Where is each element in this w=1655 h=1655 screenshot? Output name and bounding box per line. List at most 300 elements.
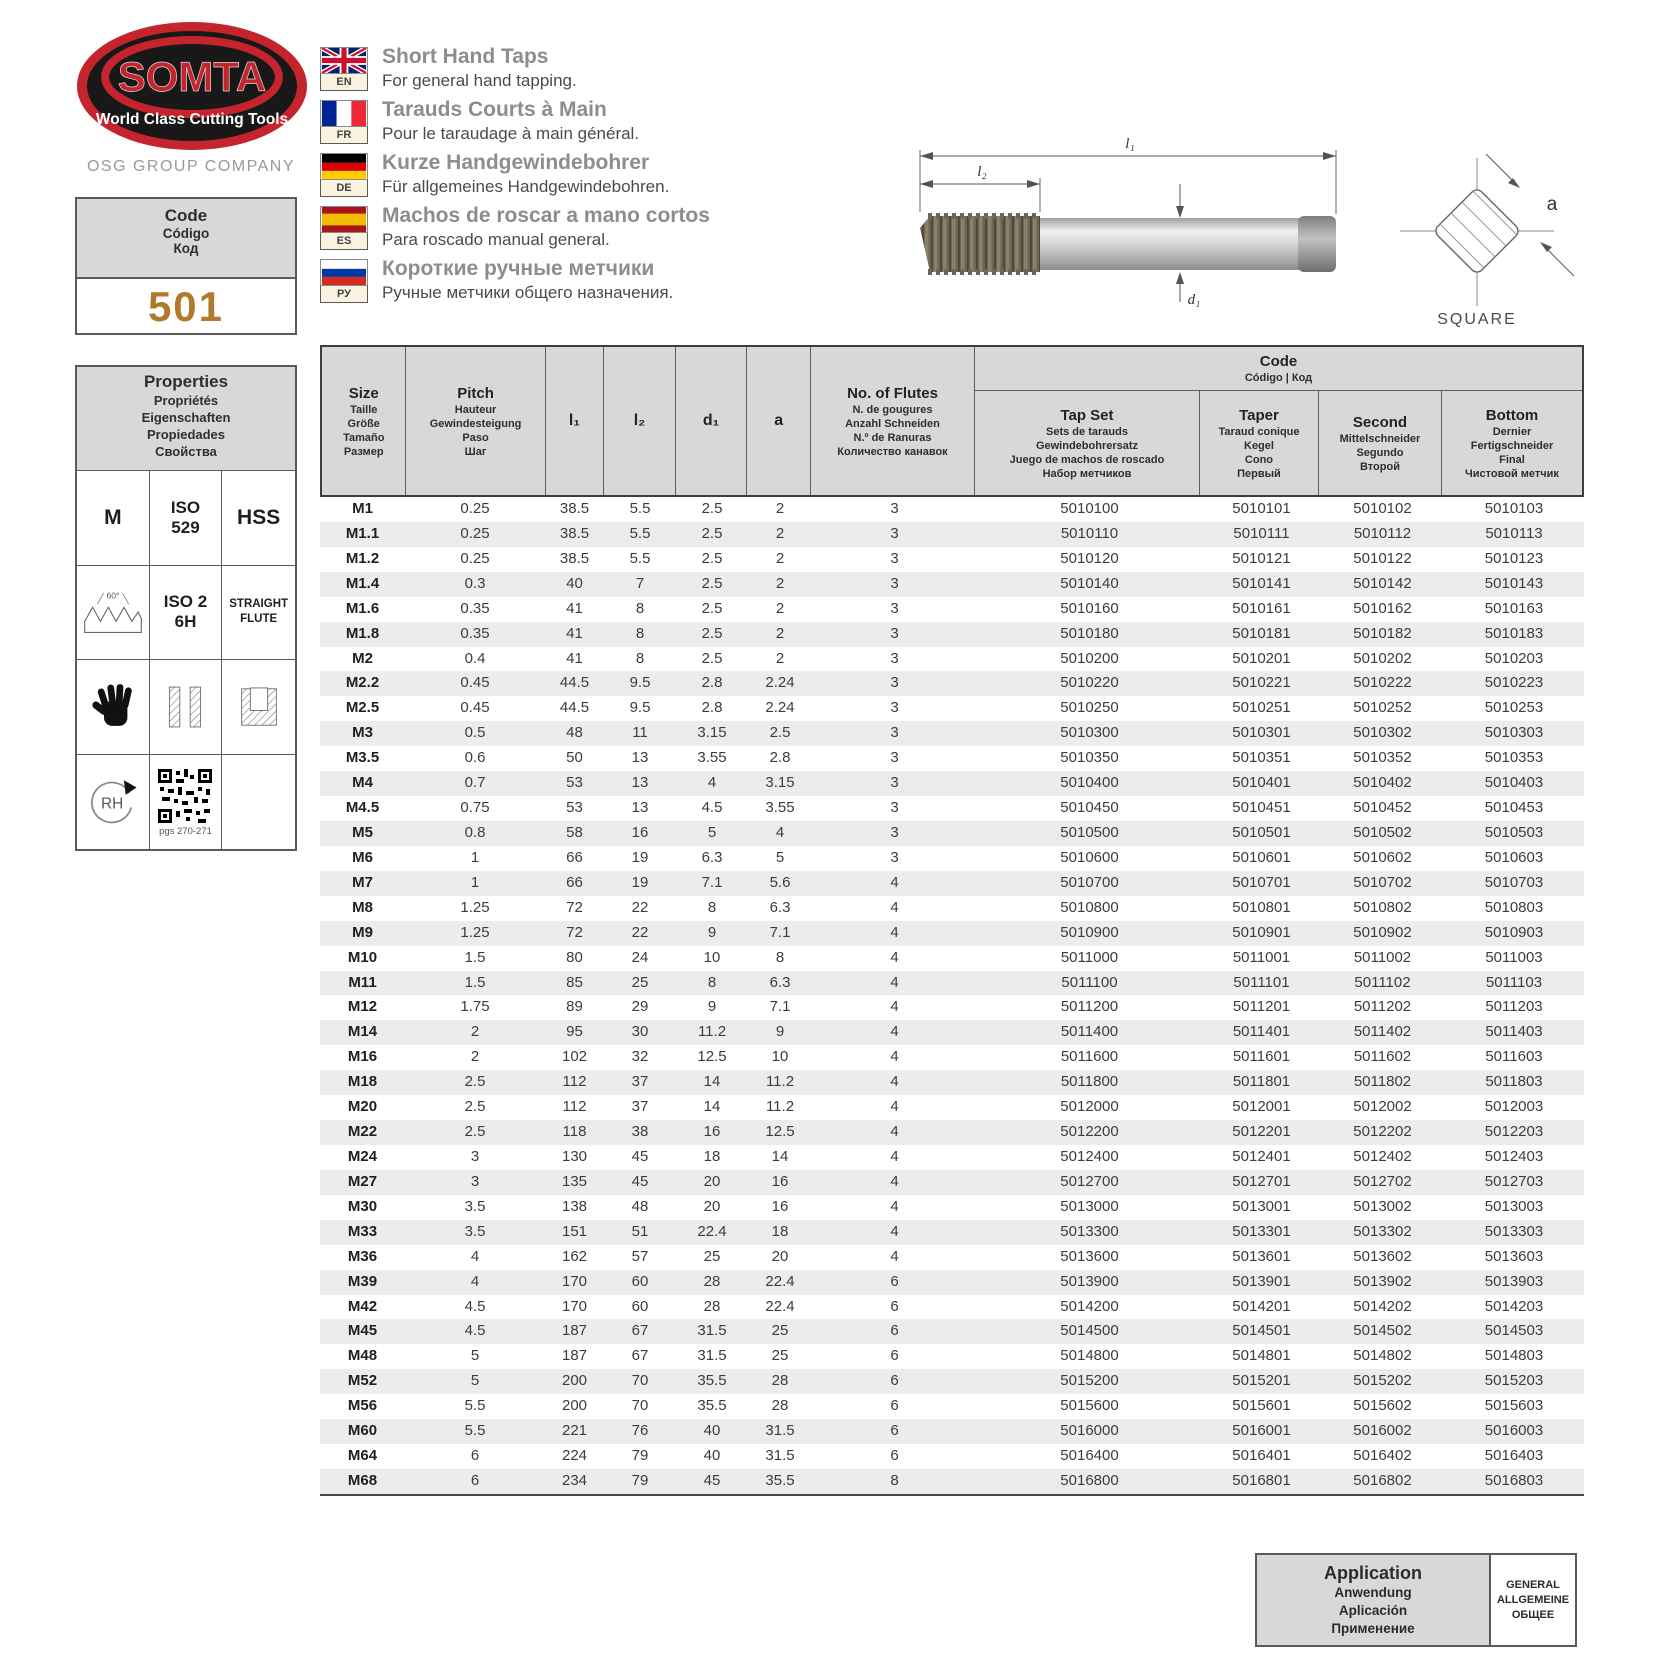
cell-d1: 2.5 — [701, 549, 723, 567]
cell-l1: 102 — [561, 1048, 588, 1066]
cell-tap-set-code: 5011800 — [1060, 1073, 1119, 1091]
cell-tap-set-code: 5010160 — [1060, 599, 1119, 617]
cell-l1: 48 — [566, 724, 583, 742]
cell-d1: 14 — [703, 1098, 721, 1116]
cell-pitch: 0.25 — [460, 549, 490, 567]
cell-bottom-code: 5010403 — [1484, 774, 1544, 792]
cell-size: M1.6 — [345, 599, 380, 617]
dim-label-d1: d₁ — [1187, 292, 1201, 308]
cell-size: M68 — [347, 1471, 378, 1489]
cell-l1: 234 — [561, 1471, 588, 1489]
product-title-en: Short Hand Taps — [382, 45, 549, 68]
cell-d1: 18 — [703, 1147, 721, 1165]
cell-l2: 70 — [631, 1397, 649, 1415]
cell-flutes: 3 — [890, 500, 899, 517]
cell-l1: 38.5 — [559, 524, 590, 542]
cell-taper-code: 5010121 — [1232, 549, 1291, 567]
cell-flutes: 4 — [890, 898, 899, 916]
cell-a: 22.4 — [765, 1272, 795, 1290]
cell-d1: 8 — [707, 898, 717, 916]
cell-taper-code: 5014201 — [1232, 1297, 1291, 1315]
cell-pitch: 4.5 — [464, 1297, 486, 1315]
cell-taper-code: 5010501 — [1232, 823, 1291, 841]
cell-taper-code: 5016001 — [1232, 1422, 1291, 1440]
cell-l2: 57 — [631, 1247, 649, 1265]
table-row — [320, 696, 1584, 721]
table-row — [320, 1170, 1584, 1195]
cell-tap-set-code: 5011600 — [1060, 1048, 1119, 1066]
cell-bottom-code: 5010603 — [1484, 848, 1544, 866]
cell-d1: 28 — [703, 1272, 721, 1290]
cell-second-code: 5012402 — [1353, 1147, 1412, 1165]
cell-a: 6.3 — [769, 898, 791, 916]
cell-d1: 2.5 — [701, 574, 723, 592]
cell-l1: 85 — [566, 973, 583, 991]
cell-bottom-code: 5010113 — [1485, 524, 1543, 542]
cell-size: M10 — [347, 948, 378, 966]
cell-d1: 3.15 — [697, 724, 727, 742]
cell-bottom-code: 5012203 — [1484, 1123, 1544, 1141]
col-group-code — [975, 347, 1582, 495]
cell-l1: 112 — [562, 1098, 587, 1116]
product-title-fr: Tarauds Courts à Main — [382, 98, 607, 121]
cell-flutes: 4 — [890, 973, 899, 991]
cell-tap-set-code: 5012700 — [1060, 1172, 1119, 1190]
cell-pitch: 4 — [470, 1272, 480, 1290]
cell-size: M12 — [347, 998, 378, 1016]
language-entry-en — [320, 44, 920, 96]
cell-l2: 9.5 — [629, 674, 651, 692]
code-label-en: Code — [164, 206, 208, 225]
cell-a: 16 — [771, 1172, 789, 1190]
cell-pitch: 2 — [470, 1048, 480, 1066]
cell-bottom-code: 5011003 — [1485, 948, 1543, 966]
cell-second-code: 5012002 — [1353, 1098, 1412, 1116]
cell-pitch: 0.35 — [460, 624, 490, 642]
language-entry-es — [320, 203, 920, 255]
cell-bottom-code: 5016803 — [1484, 1471, 1544, 1489]
cell-bottom-code: 5016403 — [1484, 1447, 1544, 1465]
cell-size: M7 — [352, 873, 373, 891]
cell-flutes: 3 — [890, 823, 899, 841]
cell-bottom-code: 5011403 — [1485, 1023, 1543, 1041]
cell-a: 2 — [775, 624, 785, 642]
cell-d1: 3.55 — [697, 749, 727, 767]
cell-flutes: 4 — [890, 1172, 899, 1190]
cell-second-code: 5010702 — [1353, 873, 1412, 891]
cell-second-code: 5014802 — [1353, 1347, 1412, 1365]
germany-flag-icon — [320, 153, 368, 180]
group-company-label: OSG GROUP COMPANY — [86, 158, 296, 175]
cell-size: M3.5 — [345, 749, 380, 767]
cell-l2: 51 — [631, 1222, 649, 1240]
cell-taper-code: 5011101 — [1233, 973, 1290, 991]
table-row — [320, 1245, 1584, 1270]
cell-pitch: 1 — [470, 873, 480, 891]
cell-l1: 53 — [566, 774, 583, 792]
cell-tap-set-code: 5015200 — [1060, 1372, 1119, 1390]
cell-second-code: 5010182 — [1353, 624, 1412, 642]
cell-flutes: 3 — [890, 574, 899, 592]
cell-pitch: 0.75 — [460, 799, 490, 817]
cell-d1: 7.1 — [701, 873, 723, 891]
col-header-a: a — [747, 347, 811, 495]
cell-a: 7.1 — [769, 998, 791, 1016]
cell-l2: 22 — [631, 898, 649, 916]
col-header-size: Size Taille Größe Tamaño Размер — [322, 347, 406, 495]
cell-tap-set-code: 5010220 — [1060, 674, 1119, 692]
cell-tap-set-code: 5011200 — [1060, 998, 1119, 1016]
cell-bottom-code: 5013303 — [1484, 1222, 1544, 1240]
cell-tap-set-code: 5010600 — [1060, 848, 1119, 866]
cell-pitch: 0.7 — [464, 774, 486, 792]
cell-pitch: 3 — [470, 1147, 480, 1165]
cell-taper-code: 5014801 — [1232, 1347, 1291, 1365]
cell-taper-code: 5010901 — [1232, 923, 1291, 941]
cell-second-code: 5010352 — [1353, 749, 1412, 767]
cell-second-code: 5010222 — [1353, 674, 1412, 692]
cell-second-code: 5016802 — [1353, 1471, 1412, 1489]
cell-tap-set-code: 5016000 — [1060, 1422, 1119, 1440]
cell-l2: 79 — [631, 1447, 649, 1465]
cell-l2: 24 — [631, 948, 649, 966]
cell-size: M2.2 — [345, 674, 380, 692]
cell-tap-set-code: 5010800 — [1060, 898, 1119, 916]
table-body — [320, 497, 1584, 1496]
cell-taper-code: 5010101 — [1232, 500, 1291, 517]
cell-tap-set-code: 5010700 — [1060, 873, 1119, 891]
cell-d1: 2.8 — [701, 674, 723, 692]
cell-a: 14 — [771, 1147, 789, 1165]
cell-size: M48 — [347, 1347, 378, 1365]
cell-a: 11.2 — [765, 1098, 795, 1116]
cell-size: M1.4 — [345, 574, 380, 592]
cell-d1: 2.5 — [701, 649, 723, 667]
cell-taper-code: 5010301 — [1232, 724, 1291, 742]
cell-a: 7.1 — [769, 923, 791, 941]
cell-taper-code: 5010251 — [1232, 699, 1291, 717]
cell-d1: 11.2 — [697, 1023, 727, 1041]
cell-second-code: 5012702 — [1353, 1172, 1412, 1190]
property-tolerance: ISO 2 6H — [150, 566, 223, 661]
cell-bottom-code: 5010503 — [1484, 823, 1544, 841]
cell-size: M4 — [352, 774, 373, 792]
col-header-bottom: Bottom Dernier Fertigschneider Final Чистовой метчик — [1465, 406, 1559, 480]
cell-size: M4.5 — [345, 799, 380, 817]
cell-l2: 19 — [631, 873, 649, 891]
table-row — [320, 896, 1584, 921]
table-row — [320, 572, 1584, 597]
cell-bottom-code: 5015203 — [1484, 1372, 1544, 1390]
cell-l1: 170 — [561, 1297, 588, 1315]
cell-l1: 41 — [566, 649, 583, 667]
cell-second-code: 5014502 — [1353, 1322, 1412, 1340]
cell-tap-set-code: 5010350 — [1060, 749, 1119, 767]
cell-a: 28 — [771, 1372, 789, 1390]
cell-second-code: 5011102 — [1354, 973, 1411, 991]
cell-flutes: 4 — [890, 948, 899, 966]
cell-flutes: 3 — [890, 848, 899, 866]
cell-d1: 20 — [703, 1172, 721, 1190]
cell-a: 3.55 — [765, 799, 795, 817]
cell-second-code: 5011602 — [1353, 1048, 1412, 1066]
cell-taper-code: 5011801 — [1232, 1073, 1291, 1091]
cell-pitch: 5 — [470, 1347, 480, 1365]
cell-tap-set-code: 5013900 — [1060, 1272, 1119, 1290]
cell-tap-set-code: 5010300 — [1060, 724, 1119, 742]
cell-size: M14 — [347, 1023, 378, 1041]
cell-bottom-code: 5012703 — [1484, 1172, 1544, 1190]
cell-size: M27 — [347, 1172, 378, 1190]
code-box — [75, 197, 297, 335]
cell-l2: 79 — [631, 1471, 649, 1489]
series-code-value: 501 — [147, 283, 225, 330]
cell-size: M33 — [347, 1222, 378, 1240]
cell-taper-code: 5013001 — [1232, 1197, 1291, 1215]
code-label-es: Código — [162, 226, 210, 241]
cell-a: 3.15 — [765, 774, 795, 792]
spain-flag-icon — [320, 206, 368, 233]
cell-second-code: 5010112 — [1353, 524, 1412, 542]
cell-a: 25 — [771, 1322, 789, 1340]
cell-second-code: 5016402 — [1353, 1447, 1412, 1465]
cell-d1: 40 — [703, 1422, 721, 1440]
cell-size: M1.1 — [345, 524, 380, 542]
cell-flutes: 6 — [890, 1322, 899, 1340]
cell-taper-code: 5010161 — [1232, 599, 1291, 617]
cell-l1: 187 — [561, 1347, 588, 1365]
cell-bottom-code: 5014203 — [1484, 1297, 1544, 1315]
rh-rotation-icon — [84, 773, 142, 831]
table-row — [320, 971, 1584, 996]
cell-size: M30 — [347, 1197, 378, 1215]
property-hand-tapping — [77, 660, 150, 755]
cell-l1: 200 — [561, 1397, 588, 1415]
application-labels: Application Anwendung Aplicación Применение — [1257, 1555, 1491, 1645]
table-row — [320, 1344, 1584, 1369]
properties-title: Properties — [143, 372, 229, 391]
cell-l1: 40 — [566, 574, 583, 592]
cell-pitch: 0.45 — [460, 699, 490, 717]
cell-l2: 48 — [631, 1197, 649, 1215]
cell-a: 9 — [775, 1023, 785, 1041]
property-standard: ISO 529 — [150, 471, 223, 566]
cell-size: M3 — [352, 724, 373, 742]
cell-size: M1.8 — [345, 624, 380, 642]
language-code-badge: ES — [320, 233, 368, 250]
cell-flutes: 4 — [890, 1048, 899, 1066]
cell-d1: 9 — [707, 923, 717, 941]
cell-l2: 45 — [631, 1147, 649, 1165]
cell-bottom-code: 5014503 — [1484, 1322, 1544, 1340]
cell-pitch: 3.5 — [464, 1197, 486, 1215]
cell-tap-set-code: 5010400 — [1060, 774, 1119, 792]
cell-l2: 13 — [631, 749, 649, 767]
cell-flutes: 4 — [890, 998, 899, 1016]
table-row — [320, 1369, 1584, 1394]
cell-l1: 170 — [561, 1272, 588, 1290]
property-thread-type: M — [77, 471, 150, 566]
cell-tap-set-code: 5013600 — [1060, 1247, 1119, 1265]
cell-pitch: 0.5 — [464, 724, 486, 742]
cell-bottom-code: 5010803 — [1484, 898, 1544, 916]
cell-pitch: 2.5 — [464, 1073, 486, 1091]
square-section-diagram — [1382, 146, 1578, 328]
dim-label-l1: l₁ — [1125, 136, 1135, 152]
cell-l1: 66 — [566, 848, 583, 866]
cell-d1: 6.3 — [701, 848, 723, 866]
col-header-flutes: No. of Flutes N. de gougures Anzahl Schneiden N.º de Ranuras Количество канавок — [811, 347, 975, 495]
product-title-es: Machos de roscar a mano cortos — [382, 204, 710, 227]
cell-bottom-code: 5010253 — [1484, 699, 1544, 717]
svg-text:60°: 60° — [106, 590, 120, 601]
cell-pitch: 0.4 — [464, 649, 486, 667]
cell-second-code: 5011402 — [1353, 1023, 1412, 1041]
language-code-badge: EN — [320, 74, 368, 91]
cell-d1: 12.5 — [697, 1048, 727, 1066]
qr-code-icon — [156, 767, 214, 825]
cell-taper-code: 5016401 — [1232, 1447, 1291, 1465]
table-row — [320, 647, 1584, 672]
cell-second-code: 5010302 — [1353, 724, 1412, 742]
cell-a: 11.2 — [765, 1073, 795, 1091]
cell-taper-code: 5010451 — [1232, 799, 1291, 817]
cell-taper-code: 5011401 — [1232, 1023, 1291, 1041]
cell-taper-code: 5010401 — [1232, 774, 1291, 792]
cell-a: 20 — [771, 1247, 789, 1265]
cell-tap-set-code: 5011400 — [1060, 1023, 1119, 1041]
cell-flutes: 6 — [890, 1272, 899, 1290]
cell-flutes: 3 — [890, 674, 899, 692]
cell-bottom-code: 5010103 — [1484, 500, 1544, 517]
cell-tap-set-code: 5014200 — [1060, 1297, 1119, 1315]
cell-a: 31.5 — [765, 1447, 795, 1465]
cell-tap-set-code: 5014800 — [1060, 1347, 1119, 1365]
tap-square-end — [1298, 216, 1336, 272]
cell-taper-code: 5013301 — [1232, 1222, 1291, 1240]
table-row — [320, 746, 1584, 771]
cell-size: M56 — [347, 1397, 378, 1415]
language-code-badge: FR — [320, 127, 368, 144]
cell-d1: 2.5 — [701, 599, 723, 617]
specification-table — [320, 345, 1584, 1496]
cell-taper-code: 5010801 — [1232, 898, 1291, 916]
cell-pitch: 0.25 — [460, 500, 490, 517]
cell-l1: 200 — [561, 1372, 588, 1390]
table-row — [320, 995, 1584, 1020]
cell-a: 2 — [775, 549, 785, 567]
cell-size: M22 — [347, 1123, 378, 1141]
cell-bottom-code: 5016003 — [1484, 1422, 1544, 1440]
property-qr — [150, 755, 223, 850]
cell-second-code: 5016002 — [1353, 1422, 1412, 1440]
cell-l1: 44.5 — [559, 674, 590, 692]
col-header-tap-set: Tap Set Sets de tarauds Gewindebohrersatz Juego de machos de roscado Набор метчиков — [975, 391, 1200, 495]
col-header-taper: Taper Taraud conique Kegel Cono Первый — [1200, 391, 1319, 495]
cell-bottom-code: 5012403 — [1484, 1147, 1544, 1165]
property-empty-cell — [222, 755, 295, 850]
table-row — [320, 622, 1584, 647]
cell-pitch: 6 — [470, 1471, 480, 1489]
table-row — [320, 1120, 1584, 1145]
cell-tap-set-code: 5010140 — [1060, 574, 1119, 592]
cell-taper-code: 5012001 — [1232, 1098, 1291, 1116]
cell-tap-set-code: 5011100 — [1061, 973, 1118, 991]
cell-d1: 2.5 — [701, 524, 723, 542]
cell-size: M52 — [347, 1372, 378, 1390]
cell-d1: 16 — [703, 1123, 721, 1141]
cell-pitch: 1.75 — [460, 998, 490, 1016]
cell-d1: 31.5 — [697, 1347, 727, 1365]
code-box-header — [77, 199, 295, 279]
cell-l2: 60 — [631, 1272, 649, 1290]
cell-l2: 70 — [631, 1372, 649, 1390]
cell-second-code: 5010102 — [1353, 500, 1412, 517]
cell-tap-set-code: 5016800 — [1060, 1471, 1119, 1489]
cell-tap-set-code: 5012400 — [1060, 1147, 1119, 1165]
cell-tap-set-code: 5012000 — [1060, 1098, 1119, 1116]
cell-bottom-code: 5010303 — [1484, 724, 1544, 742]
cell-d1: 2.5 — [701, 500, 723, 517]
language-code-badge: РУ — [320, 286, 368, 303]
cell-l2: 60 — [631, 1297, 649, 1315]
cell-pitch: 4.5 — [464, 1322, 486, 1340]
cell-tap-set-code: 5010200 — [1060, 649, 1119, 667]
cell-tap-set-code: 5016400 — [1060, 1447, 1119, 1465]
language-code-badge: DE — [320, 180, 368, 197]
cell-tap-set-code: 5013000 — [1060, 1197, 1119, 1215]
cell-pitch: 4 — [470, 1247, 480, 1265]
cell-l2: 67 — [631, 1322, 649, 1340]
cell-pitch: 3 — [470, 1172, 480, 1190]
table-row — [320, 1020, 1584, 1045]
cell-flutes: 3 — [890, 549, 899, 567]
cell-tap-set-code: 5010900 — [1060, 923, 1119, 941]
cell-flutes: 3 — [890, 599, 899, 617]
cell-flutes: 4 — [890, 1222, 899, 1240]
cell-d1: 4.5 — [701, 799, 723, 817]
cell-taper-code: 5011001 — [1232, 948, 1291, 966]
svg-text:RH: RH — [100, 795, 124, 813]
cell-bottom-code: 5011203 — [1485, 998, 1543, 1016]
cell-a: 28 — [771, 1397, 789, 1415]
cell-a: 2 — [775, 574, 785, 592]
cell-second-code: 5012202 — [1353, 1123, 1412, 1141]
table-row — [320, 796, 1584, 821]
cell-pitch: 5.5 — [464, 1422, 486, 1440]
cell-a: 22.4 — [765, 1297, 795, 1315]
cell-bottom-code: 5010143 — [1484, 574, 1544, 592]
cell-tap-set-code: 5014500 — [1060, 1322, 1119, 1340]
cell-l2: 9.5 — [629, 699, 651, 717]
cell-flutes: 6 — [890, 1347, 899, 1365]
properties-header: Properties Propriétés Eigenschaften Propiedades Свойства — [77, 367, 295, 471]
cell-flutes: 4 — [890, 1023, 899, 1041]
cell-d1: 35.5 — [697, 1372, 727, 1390]
col-header-pitch: Pitch Hauteur Gewindesteigung Paso Шаг — [406, 347, 545, 495]
cell-flutes: 8 — [890, 1471, 899, 1489]
cell-size: M8 — [352, 898, 373, 916]
cell-flutes: 3 — [890, 524, 899, 542]
cell-l2: 13 — [631, 799, 649, 817]
cell-flutes: 4 — [890, 1098, 899, 1116]
tap-dimension-drawing — [898, 126, 1363, 316]
cell-bottom-code: 5010163 — [1484, 599, 1544, 617]
thread-profile-icon — [80, 586, 146, 638]
cell-tap-set-code: 5013300 — [1060, 1222, 1119, 1240]
table-row — [320, 671, 1584, 696]
cell-l1: 72 — [566, 923, 583, 941]
